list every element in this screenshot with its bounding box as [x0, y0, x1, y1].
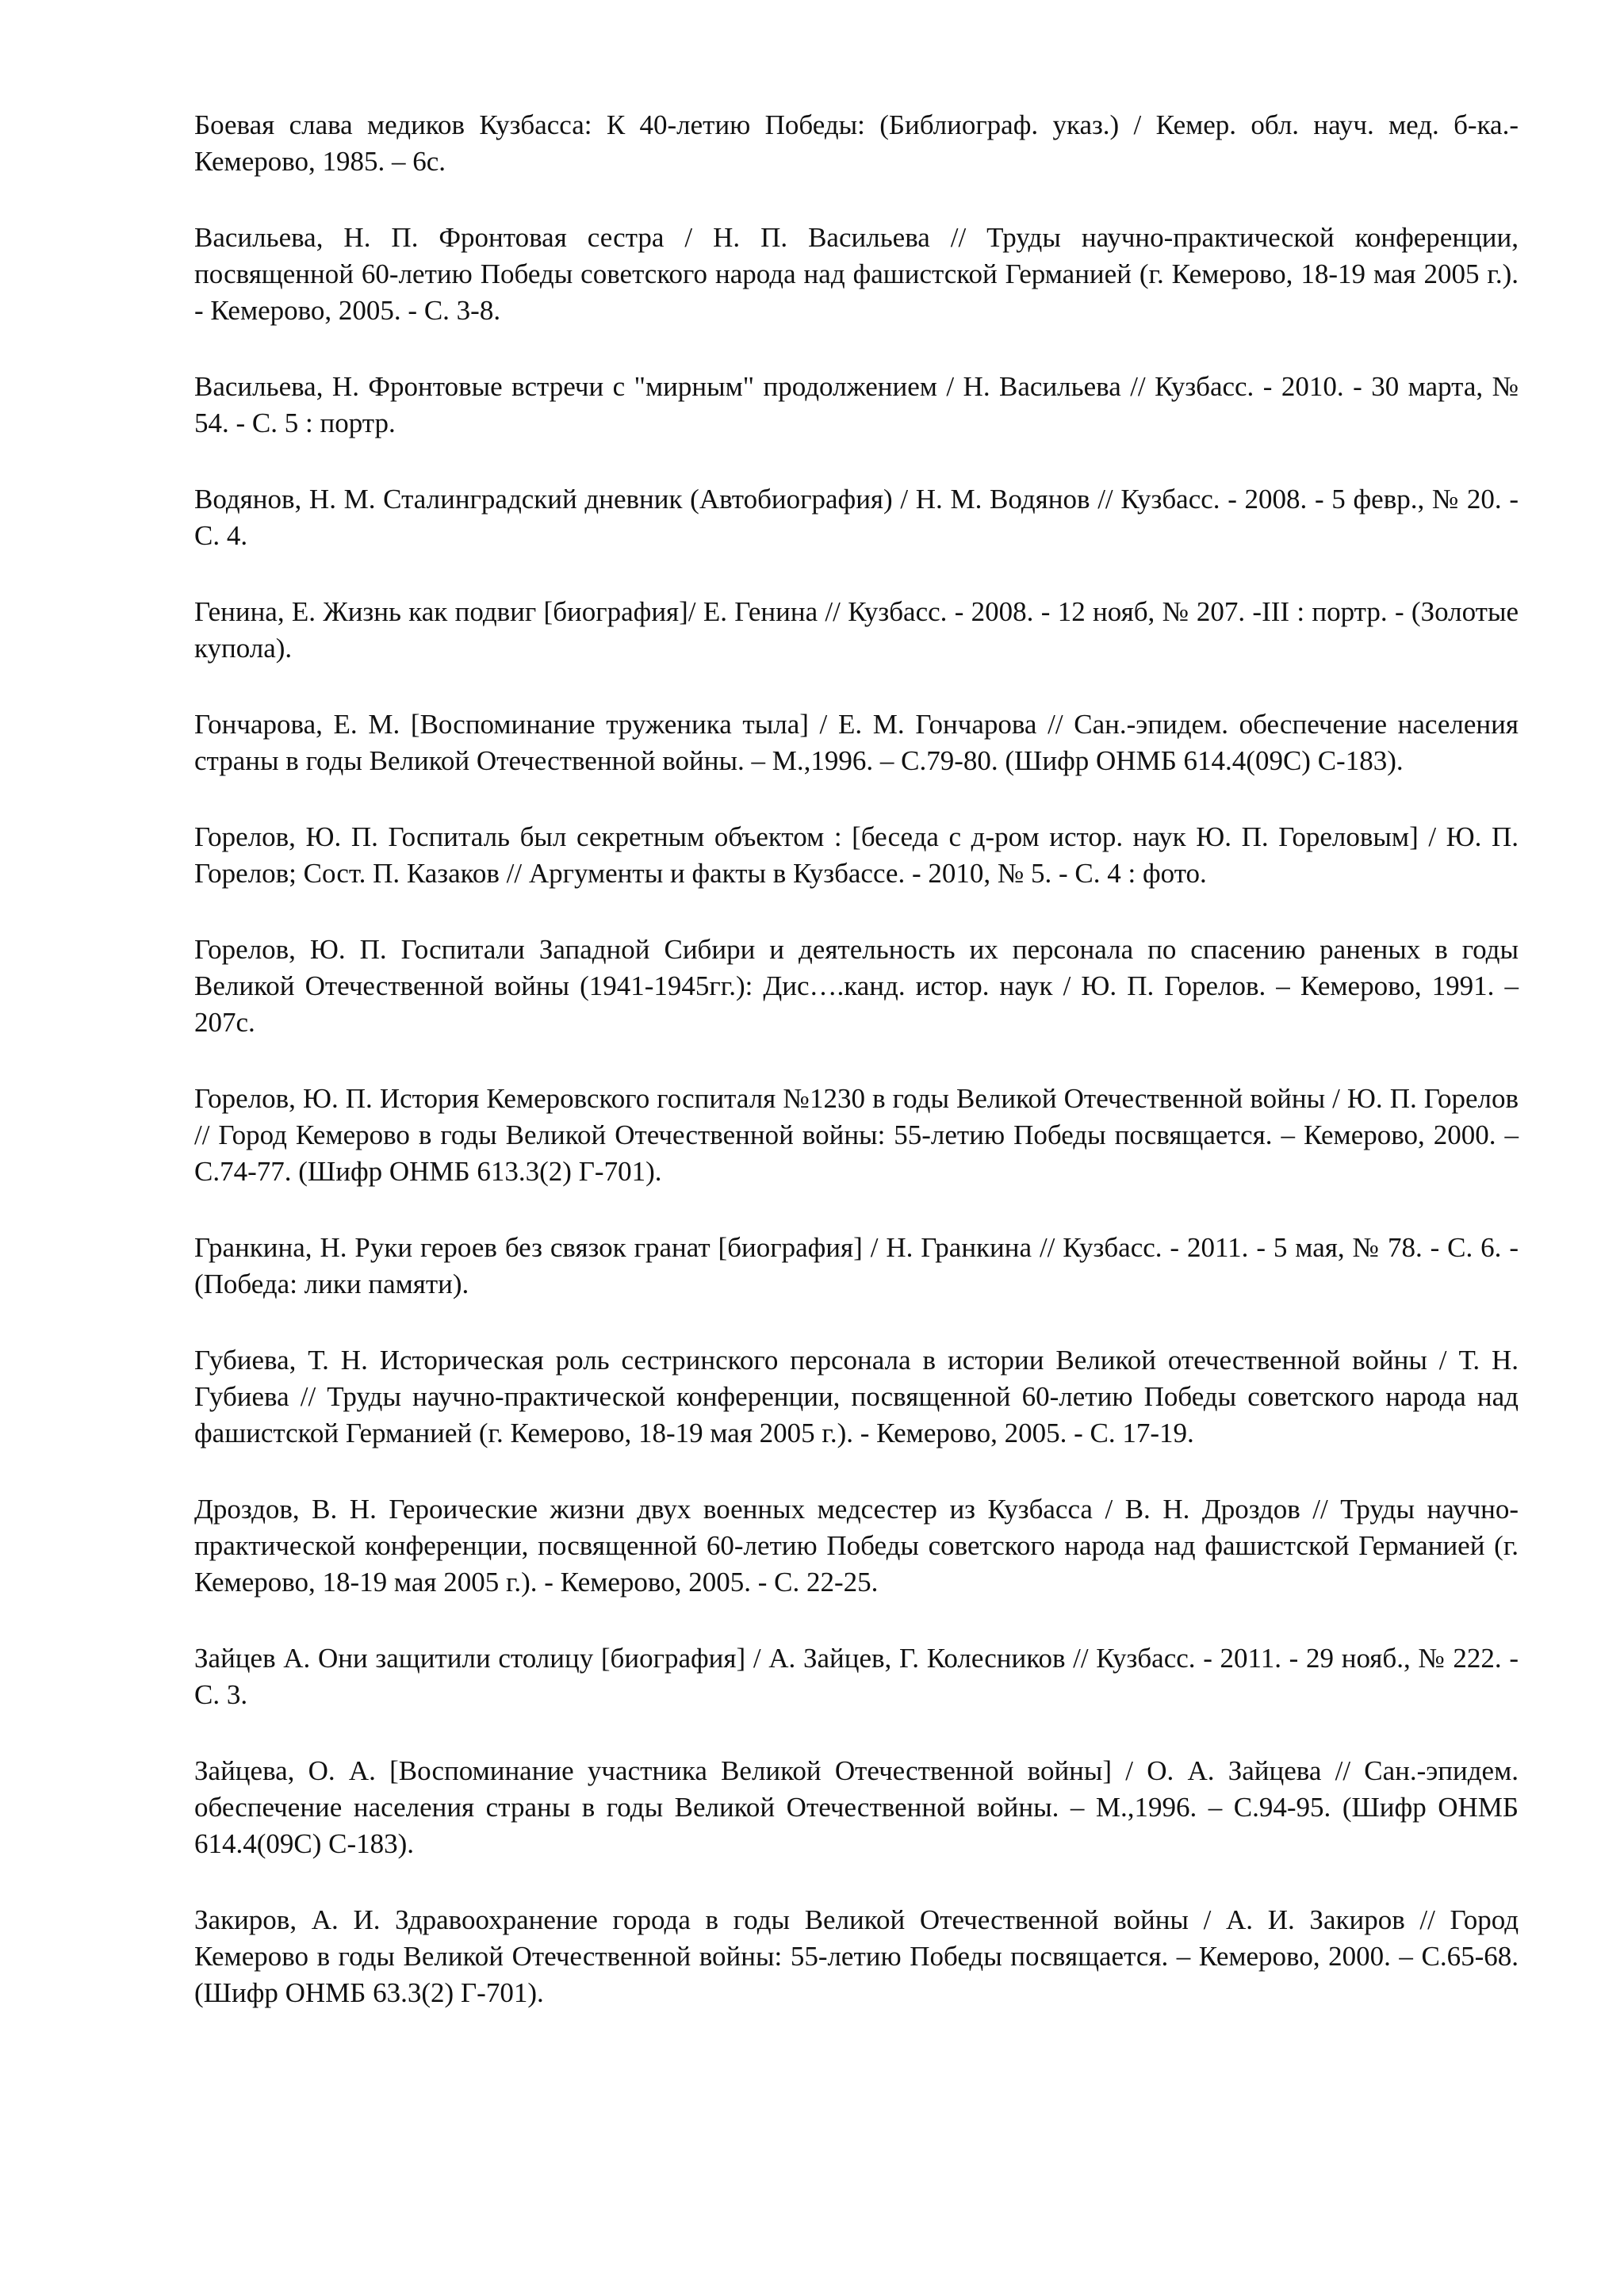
bibliography-list: [194, 107, 1519, 2051]
bibliography-entry: Закиров, А. И. Здравоохранение города в годы Великой Отечественной войны / А. И. Закиров // Город Кемерово в годы Великой Отечественной войны: 55-летию Победы посвящается. – Кемерово, 2000. – С.65-68. (Шифр ОНМБ 63.3(2) Г-701).: [194, 1904, 1519, 2008]
bibliography-entry: Горелов, Ю. П. Госпиталь был секретным объектом : [беседа с д-ром истор. наук Ю. П. Гореловым] / Ю. П. Горелов; Сост. П. Казаков // Аргументы и факты в Кузбассе. - 2010, № 5. - С. 4 : фото.: [194, 821, 1519, 889]
bibliography-entry: Васильева, Н. П. Фронтовая сестра / Н. П. Васильева // Труды научно-практической конференции, посвященной 60-летию Победы советского народа над фашистской Германией (г. Кемерово, 18-19 мая 2005 г.). - Кемерово, 2005. - С. 3-8.: [194, 222, 1519, 326]
bibliography-entry: Гранкина, Н. Руки героев без связок гранат [биография] / Н. Гранкина // Кузбасс. - 2011. - 5 мая, № 78. - С. 6. - (Победа: лики памяти).: [194, 1232, 1519, 1299]
bibliography-entry: Зайцева, О. А. [Воспоминание участника Великой Отечественной войны] / О. А. Зайцева // Сан.-эпидем. обеспечение населения страны в годы Великой Отечественной войны. – М.,1996. – С.94-95. (Шифр ОНМБ 614.4(09С) С-183).: [194, 1755, 1519, 1859]
bibliography-entry: Дроздов, В. Н. Героические жизни двух военных медсестер из Кузбасса / В. Н. Дроздов // Труды научно-практической конференции, посвященной 60-летию Победы советского народа над фашистской Германией (г. Кемерово, 18-19 мая 2005 г.). - Кемерово, 2005. - С. 22-25.: [194, 1494, 1519, 1598]
bibliography-entry: Зайцев А. Они защитили столицу [биография] / А. Зайцев, Г. Колесников // Кузбасс. - 2011. - 29 нояб., № 222. - С. 3.: [194, 1643, 1519, 1710]
bibliography-entry: Горелов, Ю. П. История Кемеровского госпиталя №1230 в годы Великой Отечественной войны / Ю. П. Горелов // Город Кемерово в годы Великой Отечественной войны: 55-летию Победы посвящается. – Кемерово, 2000. – С.74-77. (Шифр ОНМБ 613.3(2) Г-701).: [194, 1083, 1519, 1187]
bibliography-entry: Губиева, Т. Н. Историческая роль сестринского персонала в истории Великой отечественной войны / Т. Н. Губиева // Труды научно-практической конференции, посвященной 60-летию Победы советского народа над фашистской Германией (г. Кемерово, 18-19 мая 2005 г.). - Кемерово, 2005. - С. 17-19.: [194, 1345, 1519, 1448]
bibliography-entry: Генина, Е. Жизнь как подвиг [биография]/ Е. Генина // Кузбасс. - 2008. - 12 нояб, № 207. -III : портр. - (Золотые купола).: [194, 596, 1519, 664]
bibliography-entry: Водянов, Н. М. Сталинградский дневник (Автобиография) / Н. М. Водянов // Кузбасс. - 2008. - 5 февр., № 20. - С. 4.: [194, 484, 1519, 551]
bibliography-entry: Васильева, Н. Фронтовые встречи с "мирным" продолжением / Н. Васильева // Кузбасс. - 2010. - 30 марта, № 54. - С. 5 : портр.: [194, 371, 1519, 438]
bibliography-entry: Горелов, Ю. П. Госпитали Западной Сибири и деятельность их персонала по спасению раненых в годы Великой Отечественной войны (1941-1945гг.): Дис….канд. истор. наук / Ю. П. Горелов. – Кемерово, 1991. – 207с.: [194, 934, 1519, 1038]
bibliography-entry: Боевая слава медиков Кузбасса: К 40-летию Победы: (Библиограф. указ.) / Кемер. обл. науч. мед. б-ка.- Кемерово, 1985. – 6с.: [194, 109, 1519, 177]
bibliography-entry: Гончарова, Е. М. [Воспоминание труженика тыла] / Е. М. Гончарова // Сан.-эпидем. обеспечение населения страны в годы Великой Отечественной войны. – М.,1996. – С.79-80. (Шифр ОНМБ 614.4(09С) С-183).: [194, 709, 1519, 776]
